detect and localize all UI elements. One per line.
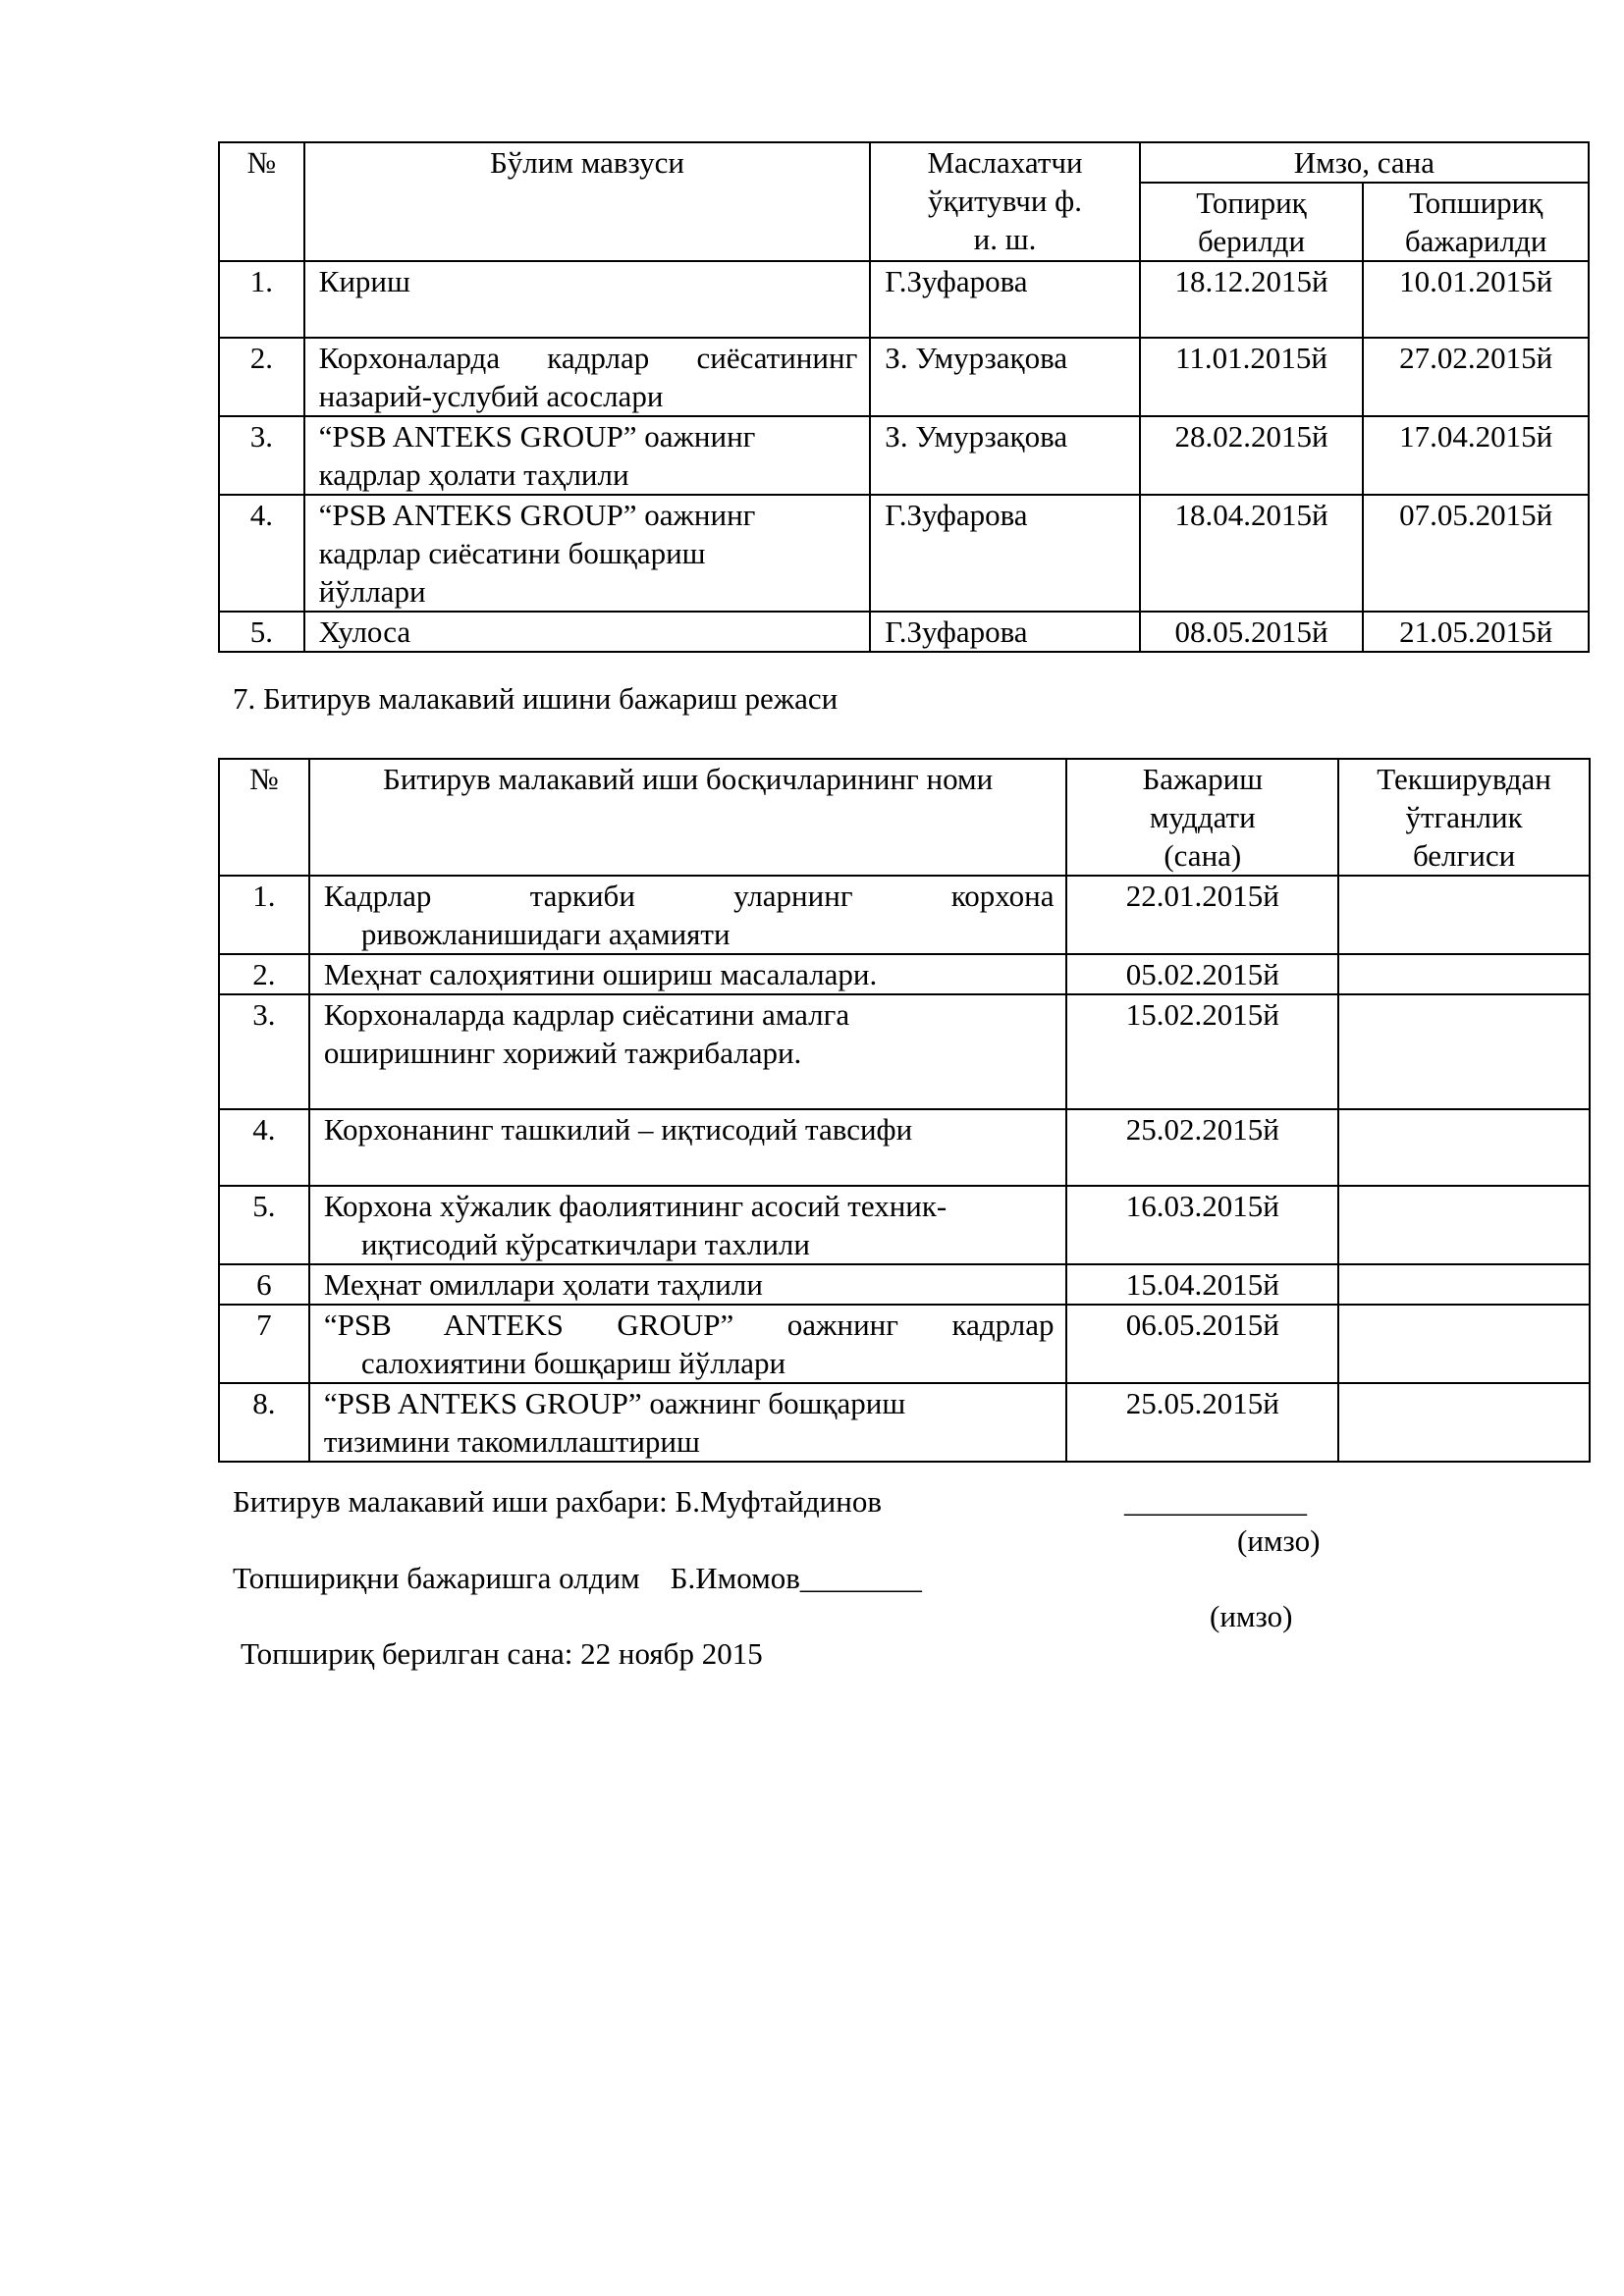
header-num: № <box>219 142 304 261</box>
row-check <box>1338 1383 1590 1462</box>
row-num: 1. <box>219 261 304 338</box>
row-check <box>1338 1264 1590 1305</box>
header-topic: Бўлим мавзуси <box>304 142 871 261</box>
header-given: Топириқ берилди <box>1140 183 1364 261</box>
row-given: 08.05.2015й <box>1140 612 1364 652</box>
row-done: 10.01.2015й <box>1363 261 1589 338</box>
row-num: 7 <box>219 1305 309 1383</box>
work-plan-table <box>218 758 1591 1463</box>
row-check <box>1338 1186 1590 1264</box>
row-advisor: Г.Зуфарова <box>870 612 1139 652</box>
row-num: 3. <box>219 416 304 495</box>
row-done: 07.05.2015й <box>1363 495 1589 612</box>
table-row <box>219 876 1590 954</box>
row-num: 4. <box>219 495 304 612</box>
row-topic: “PSB ANTEKS GROUP” оажнинг кадрлар ҳолати таҳлили <box>304 416 871 495</box>
row-done: 17.04.2015й <box>1363 416 1589 495</box>
row-deadline: 22.01.2015й <box>1066 876 1338 954</box>
row-advisor: Г.Зуфарова <box>870 495 1139 612</box>
row-given: 28.02.2015й <box>1140 416 1364 495</box>
table-row <box>219 338 1589 416</box>
row-num: 4. <box>219 1109 309 1186</box>
row-deadline: 05.02.2015й <box>1066 954 1338 994</box>
row-check <box>1338 1109 1590 1186</box>
row-num: 2. <box>219 954 309 994</box>
row-topic: Хулоса <box>304 612 871 652</box>
row-deadline: 15.02.2015й <box>1066 994 1338 1109</box>
row-given: 11.01.2015й <box>1140 338 1364 416</box>
table-row <box>219 1109 1590 1186</box>
row-topic: Кириш <box>304 261 871 338</box>
row-stage: “PSB ANTEKS GROUP” оажнинг кадрлар салохиятини бошқариш йўллари <box>309 1305 1067 1383</box>
row-deadline: 16.03.2015й <box>1066 1186 1338 1264</box>
section-7-title: 7. Битирув малакавий ишини бажариш режаси <box>233 681 839 716</box>
table-row <box>219 416 1589 495</box>
row-num: 5. <box>219 612 304 652</box>
row-topic: “PSB ANTEKS GROUP” оажнинг кадрлар сиёсатини бошқариш йўллари <box>304 495 871 612</box>
row-check <box>1338 876 1590 954</box>
row-num: 2. <box>219 338 304 416</box>
row-num: 3. <box>219 994 309 1109</box>
row-check <box>1338 1305 1590 1383</box>
row-done: 21.05.2015й <box>1363 612 1589 652</box>
row-advisor: Г.Зуфарова <box>870 261 1139 338</box>
row-deadline: 25.05.2015й <box>1066 1383 1338 1462</box>
row-stage: Кадрлар таркиби уларнинг корхона ривожланишидаги аҳамияти <box>309 876 1067 954</box>
row-stage: Меҳнат салоҳиятини ошириш масалалари. <box>309 954 1067 994</box>
issue-date: Топшириқ берилган сана: 22 ноябр 2015 <box>241 1636 763 1671</box>
row-deadline: 15.04.2015й <box>1066 1264 1338 1305</box>
table-row <box>219 1383 1590 1462</box>
row-num: 5. <box>219 1186 309 1264</box>
signature-label-2: (имзо) <box>1210 1599 1293 1633</box>
table-row <box>219 495 1589 612</box>
row-num: 8. <box>219 1383 309 1462</box>
row-advisor: З. Умурзақова <box>870 416 1139 495</box>
row-stage: Меҳнат омиллари ҳолати таҳлили <box>309 1264 1067 1305</box>
row-deadline: 06.05.2015й <box>1066 1305 1338 1383</box>
row-given: 18.12.2015й <box>1140 261 1364 338</box>
row-stage: Корхонанинг ташкилий – иқтисодий тавсифи <box>309 1109 1067 1186</box>
table-row <box>219 612 1589 652</box>
row-deadline: 25.02.2015й <box>1066 1109 1338 1186</box>
table-row <box>219 954 1590 994</box>
header-done: Топшириқ бажарилди <box>1363 183 1589 261</box>
signature-label-1: (имзо) <box>1237 1523 1321 1558</box>
row-done: 27.02.2015й <box>1363 338 1589 416</box>
table-row <box>219 994 1590 1109</box>
table-row <box>219 1264 1590 1305</box>
accepted-line: Топшириқни бажаришга олдим Б.Имомов________ <box>233 1561 922 1595</box>
table-row <box>219 261 1589 338</box>
header-check: Текширувдан ўтганлик белгиси <box>1338 759 1590 876</box>
sections-advisors-table <box>218 141 1590 653</box>
supervisor-signature-line: ____________ <box>1124 1484 1307 1519</box>
row-check <box>1338 994 1590 1109</box>
row-stage: Корхоналарда кадрлар сиёсатини амалга оширишнинг хорижий тажрибалари. <box>309 994 1067 1109</box>
row-num: 6 <box>219 1264 309 1305</box>
row-stage: “PSB ANTEKS GROUP” оажнинг бошқариш тизимини такомиллаштириш <box>309 1383 1067 1462</box>
row-num: 1. <box>219 876 309 954</box>
row-topic: Корхоналарда кадрлар сиёсатининг назарий-услубий асослари <box>304 338 871 416</box>
table-row <box>219 1305 1590 1383</box>
row-check <box>1338 954 1590 994</box>
row-stage: Корхона хўжалик фаолиятининг асосий техник- иқтисодий кўрсаткичлари тахлили <box>309 1186 1067 1264</box>
table-row <box>219 1186 1590 1264</box>
row-advisor: З. Умурзақова <box>870 338 1139 416</box>
header-advisor: Маслахатчи ўқитувчи ф. и. ш. <box>870 142 1139 261</box>
supervisor-line: Битирув малакавий иши рахбари: Б.Муфтайдинов <box>233 1484 882 1519</box>
row-given: 18.04.2015й <box>1140 495 1364 612</box>
header-deadline: Бажариш муддати (сана) <box>1066 759 1338 876</box>
header-num: № <box>219 759 309 876</box>
header-sign-date: Имзо, сана <box>1140 142 1589 183</box>
header-stage: Битирув малакавий иши босқичларининг номи <box>309 759 1067 876</box>
